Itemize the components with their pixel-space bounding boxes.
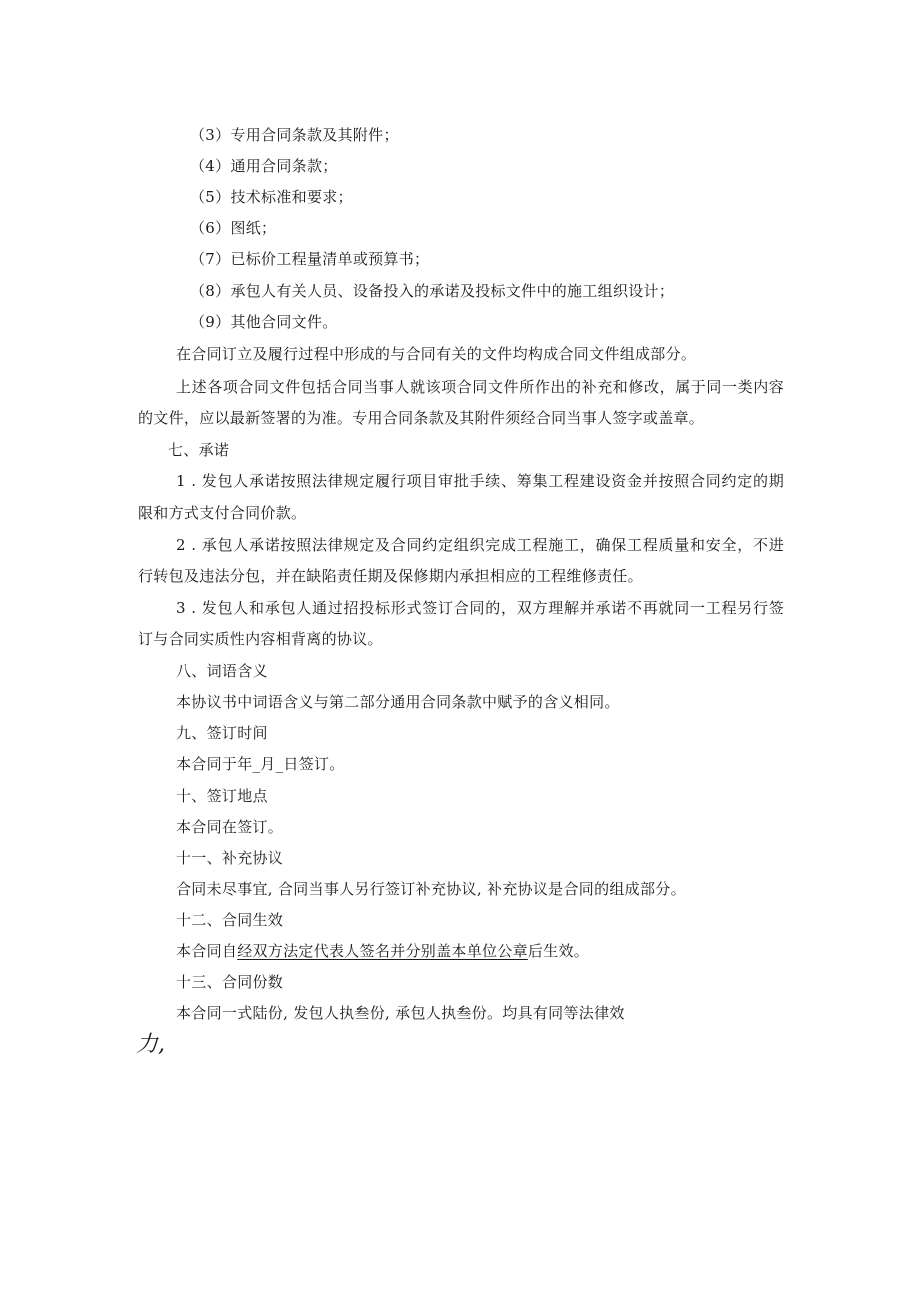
contract-doc-item-6: （6）图纸； (190, 219, 277, 237)
contract-doc-item-8: （8）承包人有关人员、设备投入的承诺及投标文件中的施工组织设计； (190, 282, 675, 300)
section12-heading: 十二、合同生效 (176, 911, 284, 929)
section13-body: 本合同一式陆份, 发包人执叁份, 承包人执叁份。均具有同等法律效 (176, 1004, 625, 1022)
section7-item1-line2: 限和方式支付合同价款。 (138, 504, 307, 522)
contract-doc-item-3: （3）专用合同条款及其附件； (190, 126, 399, 144)
section12-body-underlined: 经双方法定代表人签名并分别盖本单位公章 (237, 942, 528, 960)
section10-body: 本合同在签订。 (176, 818, 284, 836)
contract-doc-item-9: （9）其他合同文件。 (190, 313, 338, 331)
section11-body: 合同未尽事宜, 合同当事人另行签订补充协议, 补充协议是合同的组成部分。 (176, 880, 686, 898)
contract-doc-item-5: （5）技术标准和要求； (190, 188, 353, 206)
section9-heading: 九、签订时间 (176, 724, 268, 742)
section8-body: 本协议书中词语含义与第二部分通用合同条款中赋予的含义相同。 (176, 693, 620, 711)
contract-doc-item-7: （7）已标价工程量清单或预算书； (190, 250, 430, 268)
section7-item2-line1: 2 . 承包人承诺按照法律规定及合同约定组织完成工程施工，确保工程质量和安全，不进 (176, 536, 784, 554)
section11-heading: 十一、补充协议 (176, 849, 284, 867)
section7-item1-line1: 1 . 发包人承诺按照法律规定履行项目审批手续、筹集工程建设资金并按照合同约定的期 (176, 472, 784, 490)
section12-body-suffix: 后生效。 (527, 942, 590, 960)
section7-item3-line2: 订与合同实质性内容相背离的协议。 (138, 630, 383, 648)
section7-item2-line2: 行转包及违法分包，并在缺陷责任期及保修期内承担相应的工程维修责任。 (138, 567, 643, 585)
section7-heading: 七、承诺 (168, 441, 230, 459)
section7-item3-line1: 3 . 发包人和承包人通过招投标形式签订合同的，双方理解并承诺不再就同一工程另行签 (176, 599, 784, 617)
section10-heading: 十、签订地点 (176, 787, 268, 805)
section13-heading: 十三、合同份数 (176, 973, 284, 991)
section12-body-prefix: 本合同自 (176, 942, 238, 960)
section12-body (176, 941, 589, 961)
section9-body: 本合同于年_月_日签订。 (176, 755, 345, 773)
paragraph-supplement-line2: 的文件，应以最新签署的为准。专用合同条款及其附件须经合同当事人签字或盖章。 (138, 409, 705, 427)
section8-heading: 八、词语含义 (176, 662, 268, 680)
paragraph-formed-docs: 在合同订立及履行过程中形成的与合同有关的文件均构成合同文件组成部分。 (176, 345, 697, 363)
section13-body-tail: 力, (136, 1032, 165, 1057)
paragraph-supplement-line1: 上述各项合同文件包括合同当事人就该项合同文件所作出的补充和修改，属于同一类内容 (176, 378, 784, 396)
contract-doc-item-4: （4）通用合同条款； (190, 157, 338, 175)
